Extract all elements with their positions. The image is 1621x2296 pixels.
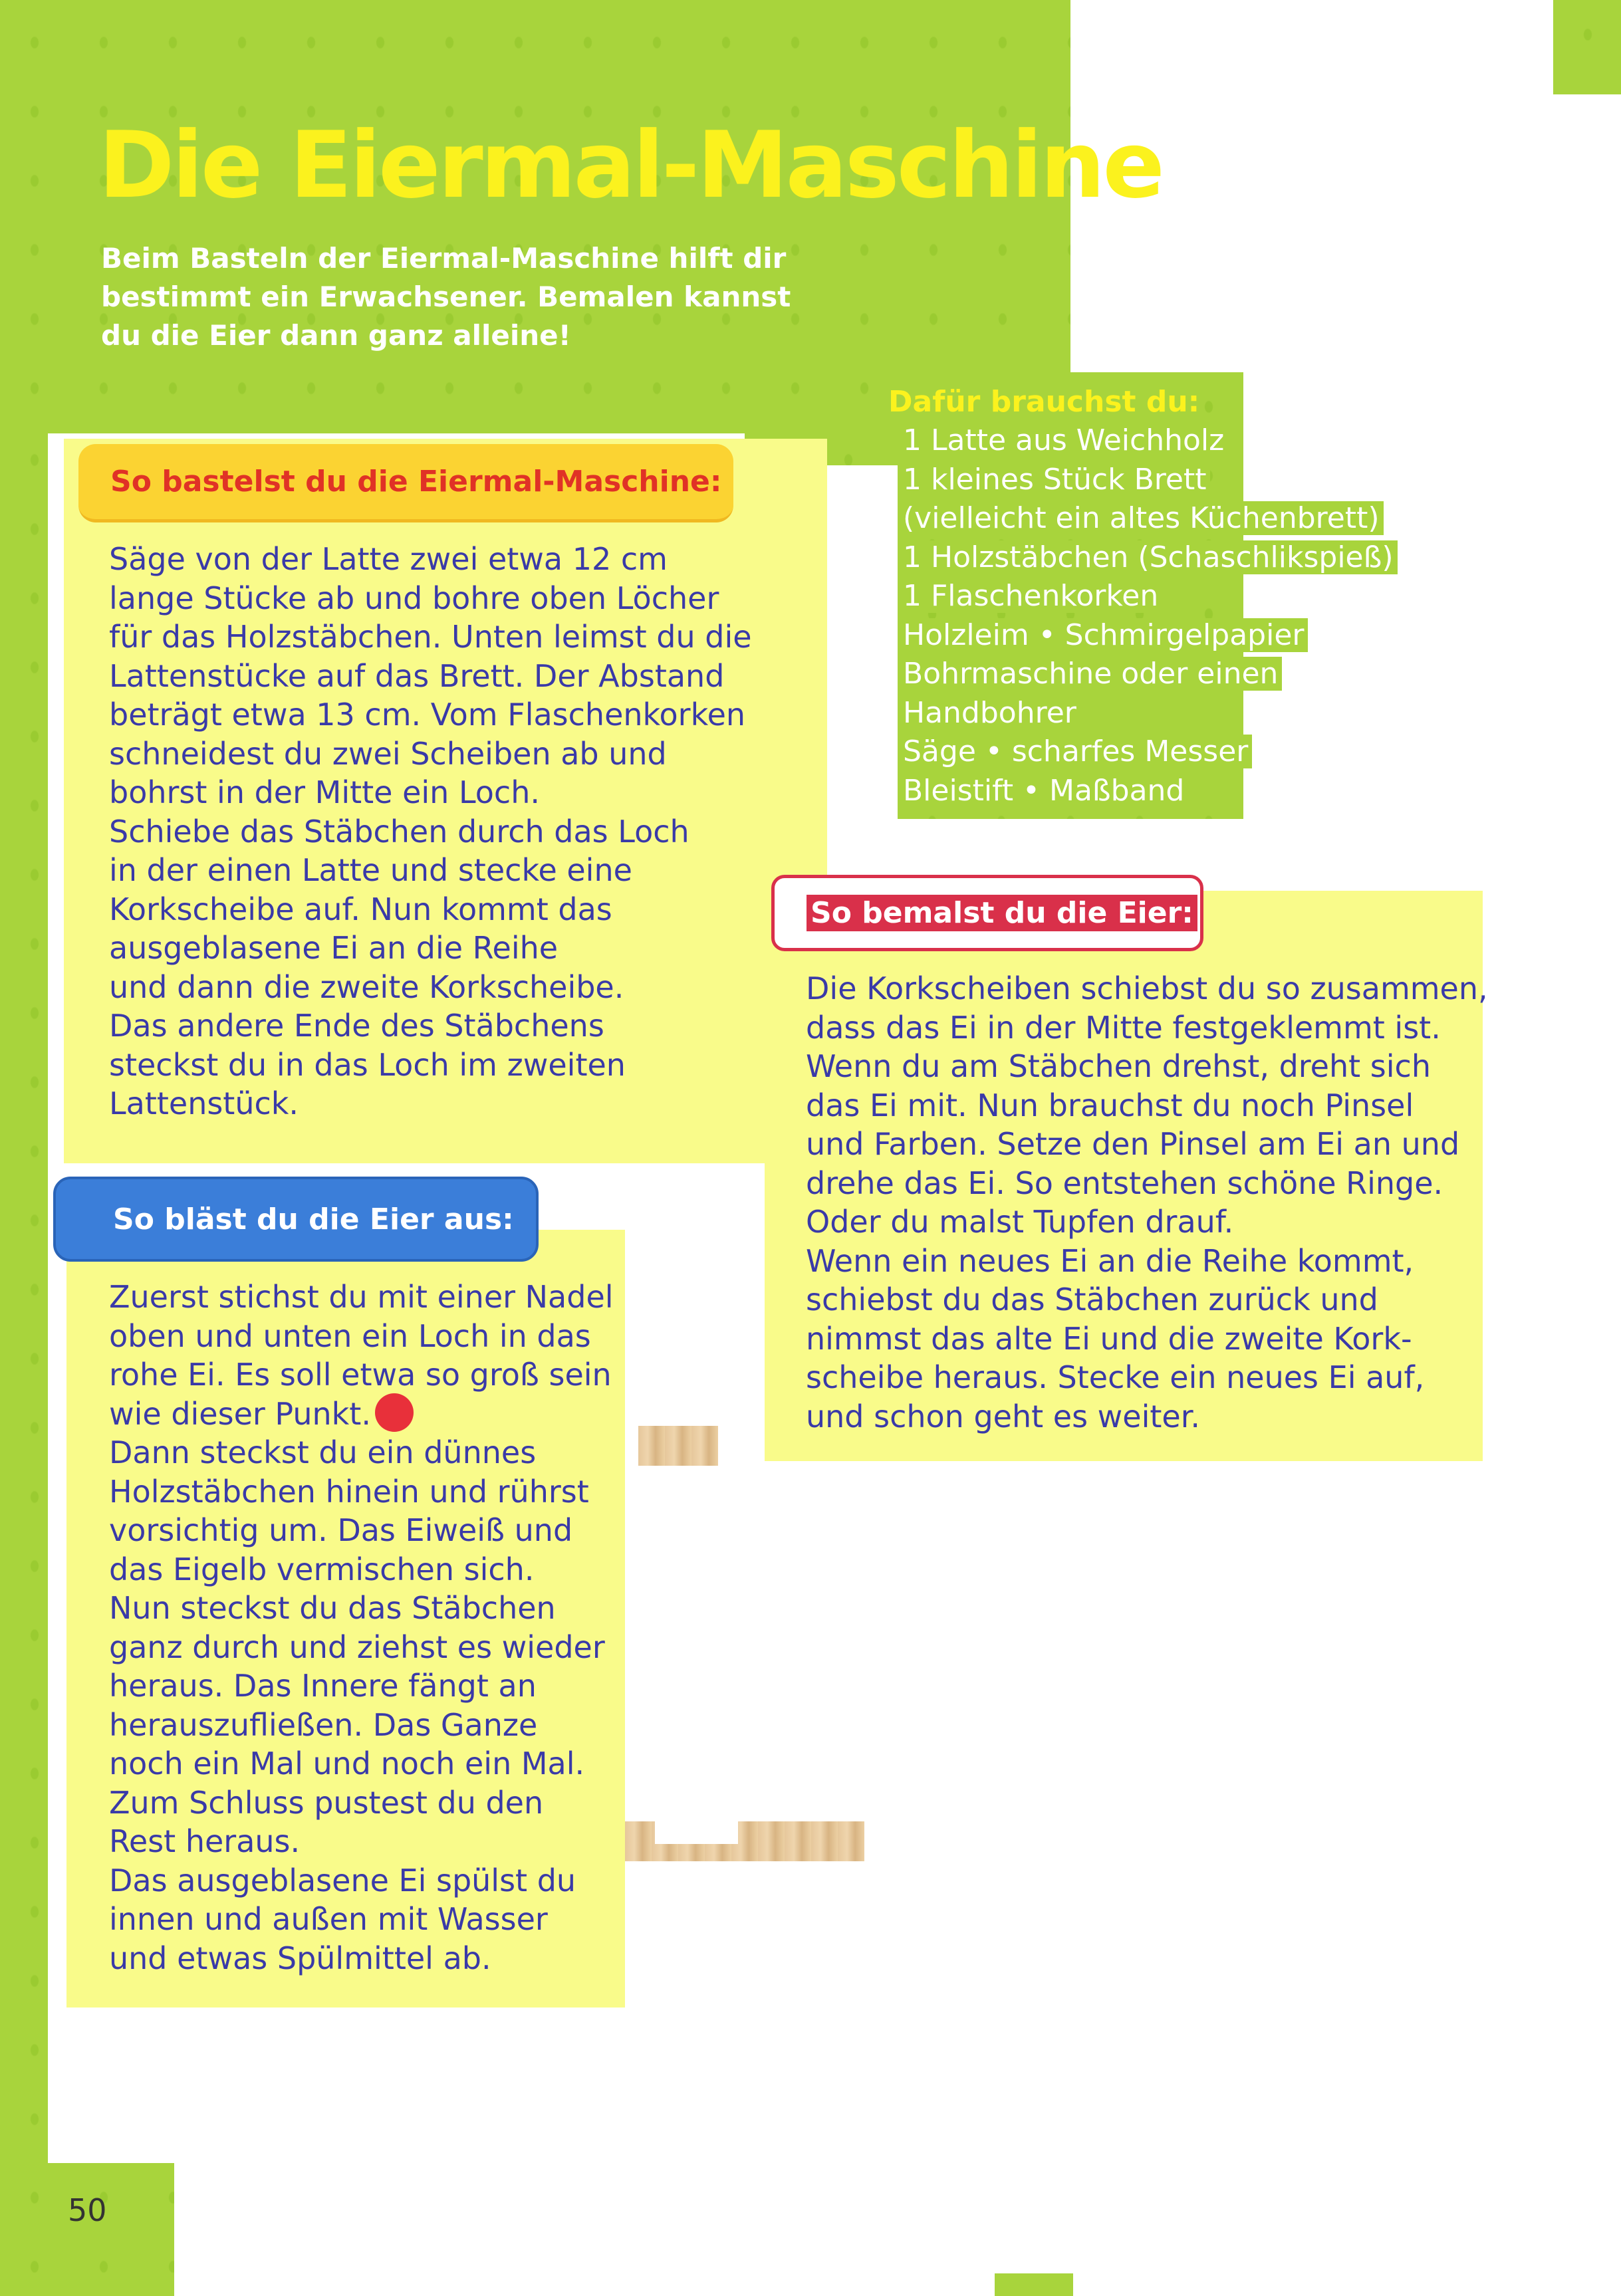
text-line: Das andere Ende des Stäbchens (109, 1008, 604, 1044)
list-item: 1 Holzstäbchen (Schaschlikspieß) (899, 538, 1398, 578)
background-green-corner (1553, 0, 1621, 94)
list-item: 1 kleines Stück Brett (899, 461, 1398, 500)
text-line: ausgeblasene Ei an die Reihe (109, 930, 559, 966)
list-item: Bohrmaschine oder einen (899, 655, 1398, 694)
text-line: in der einen Latte und stecke eine (109, 852, 632, 888)
text-line: Lattenstück. (109, 1086, 299, 1121)
list-item: 1 Flaschenkorken (899, 577, 1398, 616)
list-item: 1 Latte aus Weichholz (899, 421, 1398, 461)
text-line: drehe das Ei. So entstehen schöne Ringe. (806, 1165, 1443, 1201)
background-green-bottom-left (0, 2163, 174, 2296)
text-line: ganz durch und ziehst es wieder (109, 1629, 605, 1665)
materials-list (899, 421, 1398, 810)
text-line: Holzstäbchen hinein und rührst (109, 1473, 589, 1510)
text-line: und dann die zweite Korkscheibe. (109, 969, 624, 1005)
text-line: schiebst du das Stäbchen zurück und (806, 1282, 1378, 1318)
text-line: schneidest du zwei Scheiben ab und (109, 735, 667, 772)
list-item: (vielleicht ein altes Küchenbrett) (899, 499, 1398, 538)
text-line: Korkscheibe auf. Nun kommt das (109, 891, 612, 927)
blow-heading: So bläst du die Eier aus: (53, 1177, 539, 1262)
text-line: herauszufließen. Das Ganze (109, 1706, 538, 1743)
background-green-left-band (0, 425, 48, 2163)
background-green-top-strip (0, 0, 1070, 8)
text-line: Die Korkscheiben schiebst du so zusammen, (806, 971, 1488, 1006)
text-line: Zum Schluss pustest du den (109, 1784, 544, 1821)
text-line: Lattenstücke auf das Brett. Der Abstand (109, 657, 725, 694)
text-line: scheibe heraus. Stecke ein neues Ei auf, (806, 1359, 1425, 1395)
text-line: innen und außen mit Wasser (109, 1901, 548, 1937)
text-line: oben und unten ein Loch in das (109, 1318, 591, 1354)
page-number: 50 (68, 2192, 107, 2228)
text-line: Das ausgeblasene Ei spülst du (109, 1862, 576, 1898)
text-line: Oder du malst Tupfen drauf. (806, 1204, 1234, 1240)
text-line: das Ei mit. Nun brauchst du noch Pinsel (806, 1087, 1414, 1123)
text-line: lange Stücke ab und bohre oben Löcher (109, 580, 719, 616)
background-green-header (0, 8, 1070, 433)
page-title: Die Eiermal-Maschine (98, 112, 1162, 219)
text-line: bohrst in der Mitte ein Loch. (109, 774, 540, 810)
paint-text (806, 969, 1488, 1436)
red-dot-icon (375, 1393, 414, 1432)
text-line: Rest heraus. (109, 1823, 301, 1859)
text-line: dass das Ei in der Mitte festgeklemmt ist. (806, 1009, 1441, 1046)
text-line: das Eigelb vermischen sich. (109, 1551, 535, 1587)
list-item: Holzleim • Schmirgelpapier (899, 616, 1398, 655)
text-line: rohe Ei. Es soll etwa so groß sein (109, 1357, 612, 1393)
blow-text (109, 1278, 614, 1978)
build-heading: So bastelst du die Eiermal-Maschine: (78, 444, 733, 522)
text-line: für das Holzstäbchen. Unten leimst du die (109, 619, 752, 655)
text-line: Wenn du am Stäbchen drehst, dreht sich (806, 1048, 1431, 1084)
text-line: heraus. Das Innere fängt an (109, 1668, 537, 1704)
text-line: und schon geht es weiter. (806, 1398, 1201, 1435)
text-line: beträgt etwa 13 cm. Vom Flaschenkorken (109, 697, 746, 733)
list-item: Handbohrer (899, 694, 1398, 733)
wood-photo-fragment (638, 1426, 718, 1466)
list-item: Bleistift • Maßband (899, 772, 1398, 811)
background-green-bottom-fragment (995, 2273, 1073, 2296)
text-line: Säge von der Latte zwei etwa 12 cm (109, 541, 668, 577)
paint-heading: So bemalst du die Eier: (771, 875, 1203, 951)
photo-cutout (655, 1821, 738, 1844)
text-line: noch ein Mal und noch ein Mal. (109, 1746, 585, 1781)
list-item: Säge • scharfes Messer (899, 733, 1398, 772)
text-line: steckst du in das Loch im zweiten (109, 1046, 626, 1083)
text-line: wie dieser Punkt. (109, 1395, 614, 1434)
text-line: Nun steckst du das Stäbchen (109, 1590, 556, 1626)
text-line: nimmst das alte Ei und die zweite Kork- (806, 1320, 1412, 1357)
text-line: Dann steckst du ein dünnes (109, 1435, 537, 1470)
text-line: und Farben. Setze den Pinsel am Ei an und (806, 1126, 1460, 1162)
build-text (109, 540, 752, 1123)
text-line: Wenn ein neues Ei an die Reihe kommt, (806, 1242, 1414, 1279)
text-line: Zuerst stichst du mit einer Nadel (109, 1279, 614, 1315)
text-line: vorsichtig um. Das Eiweiß und (109, 1512, 573, 1548)
materials-heading: Dafür brauchst du: (884, 383, 1203, 421)
text-line: Schiebe das Stäbchen durch das Loch (109, 813, 689, 850)
text-line: und etwas Spülmittel ab. (109, 1940, 491, 1976)
intro-text: Beim Basteln der Eiermal-Maschine hilft dir bestimmt ein Erwachsener. Bemalen kannst du die Eier dann ganz alleine! (101, 242, 791, 352)
